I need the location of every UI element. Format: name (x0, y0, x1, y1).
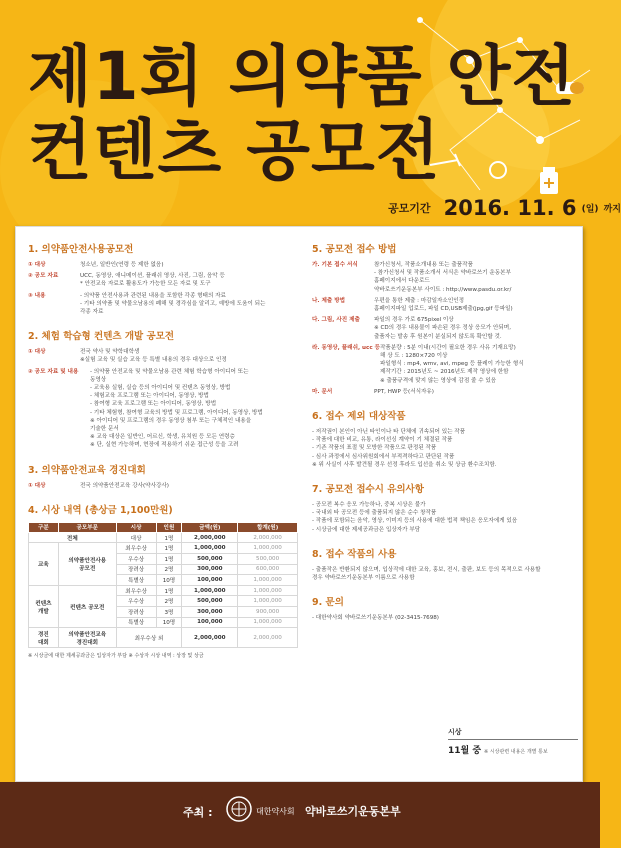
table-header-row (29, 522, 298, 532)
table-row (29, 532, 298, 543)
table-cell: 2명 (156, 596, 182, 607)
announce-note: ※ 시상관련 내용은 개별 통보 (484, 749, 548, 755)
row-key: 다. 그림, 사진 제출 (312, 317, 360, 324)
row-key: 라. 동영상, 플래쉬, ucc 등 (312, 344, 381, 351)
row-line: - 기타 의약품 및 약물오남용의 폐해 및 경각심을 알리고, 예방에 도움이 되는 (80, 300, 266, 307)
table-cell: 최우수상 외 (116, 628, 182, 648)
table-cell: 1명 (156, 585, 182, 596)
table-cell: 1,000,000 (238, 543, 298, 554)
row-key: ② 공모 자료 (28, 273, 59, 280)
deadline-label: 공모기간 (388, 202, 431, 215)
row-key: 가. 기본 접수 서식 (312, 262, 358, 268)
text-line: 경우 약바로쓰기운동본부 이름으로 사용함 (312, 575, 415, 582)
row-line: * 안전교육 자료로 활용도가 가능한 모든 자료 및 도구 (80, 281, 211, 288)
table-cell: 장려상 (116, 607, 156, 618)
row-line: 해 상 도 : 1280×720 이상 (380, 353, 448, 360)
table-cell: 컨텐츠 공모전 (58, 585, 116, 627)
table-cell: 500,000 (238, 554, 298, 565)
footer-bar (0, 782, 600, 848)
table-cell: 2명 (156, 564, 182, 575)
row-line: ※ CD의 경우 내용물이 파손된 경우 정상 응모가 안되며, (374, 325, 511, 332)
table-cell: 1,000,000 (238, 617, 298, 628)
row-line: 기술한 문서 (90, 426, 119, 433)
announce-label: 시상 (448, 728, 462, 736)
section-title-7: 7. 공모전 접수시 유의사항 (312, 484, 424, 496)
table-cell: 500,000 (182, 596, 238, 607)
poster-title-line2: 컨텐츠 공모전 (28, 112, 441, 189)
org-name-secondary: 약바로쓰기운동본부 (305, 805, 401, 818)
table-cell: 3명 (156, 607, 182, 618)
table-cell: 우수상 (116, 554, 156, 565)
row-line: 파일의 경우 가로 675pixel 이상 (374, 317, 454, 324)
table-cell: 1,000,000 (182, 543, 238, 554)
table-cell: 최우수상 (116, 585, 156, 596)
award-announcement (448, 727, 578, 756)
org-name-primary: 대한약사회 (256, 807, 295, 816)
text-line: - 작품에 포함되는 음악, 영상, 이미지 등의 사용에 대한 법적 책임은 응모자에게 있음 (312, 518, 518, 525)
row-line: ※ 출품규격에 맞지 않는 영상에 감점 줄 수 있음 (380, 377, 497, 384)
row-line: 참가신청서, 작품소개내용 또는 출품작품 (374, 262, 473, 268)
row-line: - 참가신청서 및 작품소개서 서식은 약바로쓰기 운동본부 (374, 270, 511, 277)
text-line: - 대한약사회 약바로쓰기운동본부 (02-3415-7698) (312, 615, 439, 622)
row-line: 출품자는 발송 후 원본이 분실되지 않도록 확인할 것. (374, 333, 502, 340)
info-row (312, 316, 572, 341)
row-key: ① 대상 (28, 262, 46, 268)
right-column (312, 241, 572, 622)
table-cell: 최우수상 (116, 543, 156, 554)
row-key: ② 공모 자료 및 내용 (28, 368, 79, 375)
table-cell: 1,000,000 (238, 596, 298, 607)
table-cell: 특별상 (116, 617, 156, 628)
deadline-suffix: 까지 (603, 204, 621, 215)
table-cell: 1,000,000 (238, 575, 298, 586)
row-line: 제작기간 : 2015년도 ~ 2016년도 제작 영상에 한함 (380, 369, 509, 376)
row-line: - 기타 체험형, 참여형 교육의 방법 및 프로그램, 아이디어, 동영상, 방법 (90, 409, 263, 416)
table-cell: 900,000 (238, 607, 298, 618)
column-header: 인원 (156, 522, 182, 532)
announce-when: 11월 중 ※ 시상관련 내용은 개별 통보 (448, 746, 548, 756)
row-line: 홈페이지에서 다운로드 (374, 278, 430, 285)
info-row (312, 388, 572, 396)
row-line: - 체험교육 프로그램 또는 아이디어, 동영상, 방법 (90, 393, 209, 400)
content-sheet (15, 226, 583, 782)
table-cell: 2,000,000 (238, 628, 298, 648)
row-line: - 참여형 교육 프로그램 또는 아이디어, 동영상, 방법 (90, 401, 217, 408)
row-line: ※실험 교육 및 실습 교육 등 특별 내용의 경우 대상으로 인정 (80, 357, 227, 364)
row-line: - 의약품 안전사용과 관련된 내용을 포함한 각종 형태의 자료 (80, 292, 226, 299)
table-cell: 특별상 (116, 575, 156, 586)
row-key: 마. 문서 (312, 388, 333, 395)
table-cell: 컨텐츠 개발 (29, 585, 59, 627)
deadline-date: 2016. 11. 6 (443, 196, 577, 220)
table-cell: 100,000 (182, 617, 238, 628)
row-line: ※ 교육 대상은 일반인, 어르신, 학생, 유치원 등 모든 연령층 (90, 434, 235, 441)
row-line: 청소년, 일반인(연령 등 제한 없음) (80, 262, 164, 268)
table-row (29, 585, 298, 596)
column-header: 시상 (116, 522, 156, 532)
section-title-9: 9. 문의 (312, 597, 344, 609)
info-row (312, 297, 572, 313)
column-header: 공모부문 (58, 522, 116, 532)
table-cell: 장려상 (116, 564, 156, 575)
text-line: - 기존 작품의 표절 및 모방한 작품으로 판정된 작품 (312, 445, 437, 452)
table-cell: 10명 (156, 617, 182, 628)
section-title-4: 4. 시상 내역 (총상금 1,100만원) (28, 504, 173, 516)
section-title-1: 1. 의약품안전사용공모전 (28, 244, 134, 255)
text-line: - 시상금에 대한 제세공과금은 입상자가 부담 (312, 526, 421, 533)
section-title-3: 3. 의약품안전교육 경진대회 (28, 464, 146, 476)
row-key: 나. 제출 방법 (312, 297, 346, 304)
table-cell: 경진 대회 (29, 628, 59, 648)
table-cell: 의약품안전사용 공모전 (58, 543, 116, 585)
info-row (28, 348, 298, 364)
divider (448, 739, 578, 740)
row-line: 작품분량 : 5분 이내(시간이 필요한 경우 사유 기재요망) (380, 344, 516, 351)
table-cell: 2,000,000 (182, 628, 238, 648)
text-line: ※ 위 사실이 사후 발견될 경우 선정 후라도 입선을 취소 및 상금 환수조치함. (312, 461, 497, 468)
row-line: - 의약품 안전교육 및 약물오남용 관련 체험 학습형 아이디어 또는 (90, 368, 249, 375)
table-cell: 2,000,000 (238, 532, 298, 543)
table-cell: 교육 (29, 543, 59, 585)
row-line: 동영상 (90, 376, 107, 383)
poster-title-line1: 제1회 의약품 안전 (28, 38, 577, 115)
row-line: 전국 의약품안전교육 강사(약사강사) (80, 482, 169, 489)
row-key: ① 대상 (28, 482, 46, 489)
info-row (28, 482, 298, 490)
table-cell: 우수상 (116, 596, 156, 607)
section-title-5: 5. 공모전 접수 방법 (312, 244, 397, 255)
row-line: 파일형식 : mp4, wmv, avi, mpeg 등 플레이 가능한 형식 (380, 361, 524, 368)
row-line: 약바로쓰기운동본부 사이트 : http://www.pasdu.or.kr/ (374, 286, 512, 293)
table-row (29, 628, 298, 648)
text-line: - 공모전 복수 응모 가능하나, 중복 시상은 불가 (312, 502, 426, 509)
row-line: 전국 약사 및 약학대학생 (80, 349, 140, 356)
text-line: - 심사 과정에서 심사위원회에서 부적격하다고 판단된 작품 (312, 453, 455, 460)
info-row (28, 272, 298, 288)
table-cell: 전체 (29, 532, 117, 543)
row-line: PPT, HWP 등(서식자유) (374, 388, 434, 395)
info-row (28, 261, 298, 269)
info-row (28, 368, 298, 450)
row-line: 각종 자료 (80, 309, 104, 316)
text-line: - 작품에 대한 비교, 유통, 라이선싱 계약이 기 체결된 작품 (312, 437, 453, 444)
column-header: 합계(원) (238, 522, 298, 532)
section-title-8: 8. 접수 작품의 사용 (312, 548, 397, 560)
row-line: UCC, 동영상, 애니메이션, 플래쉬 영상, 사진, 그림, 음악 등 (80, 273, 225, 280)
prize-footnote: ※ 시상금에 대한 제세공과금은 입상자가 부담 ※ 수상자 시상 내역 : 상장 및 상금 (28, 653, 204, 660)
row-line: ※ 단, 실현 가능하며, 현장에 적용하기 쉬운 접근성 등을 고려 (90, 442, 239, 449)
table-cell: 대상 (116, 532, 156, 543)
row-key: ① 대상 (28, 349, 46, 356)
info-row (312, 261, 572, 294)
table-cell: 2,000,000 (182, 532, 238, 543)
table-cell: 100,000 (182, 575, 238, 586)
column-header: 구분 (29, 522, 59, 532)
association-logo-icon (226, 796, 252, 822)
row-line: ※ 아이디어 및 프로그램의 경우 동영상 첨부 또는 구체적인 내용을 (90, 417, 252, 424)
table-row (29, 543, 298, 554)
text-line: - 국내외 타 공모전 등에 출품되지 않은 순수 창작품 (312, 510, 437, 517)
hosted-by-label: 주최 : (183, 806, 213, 819)
table-cell: 1,000,000 (182, 585, 238, 596)
left-column (28, 241, 298, 659)
section-title-6: 6. 접수 제외 대상작품 (312, 411, 406, 423)
table-cell: 500,000 (182, 554, 238, 565)
prize-table (28, 522, 298, 648)
row-key: ③ 내용 (28, 292, 46, 299)
table-cell: 1명 (156, 554, 182, 565)
column-header: 금액(원) (182, 522, 238, 532)
section-title-2: 2. 체험 학습형 컨텐츠 개발 공모전 (28, 331, 175, 343)
deadline (388, 196, 621, 220)
table-cell: 300,000 (182, 564, 238, 575)
row-line: - 교육용 실험, 실습 등의 아이디어 및 컨텐츠 동영상, 방법 (90, 385, 231, 392)
info-row (312, 344, 572, 385)
info-row (28, 292, 298, 317)
table-cell: 10명 (156, 575, 182, 586)
text-line: - 출품작은 반환되지 않으며, 입상작에 대한 교육, 홍보, 전시, 출판, 보도 등의 목적으로 사용할 (312, 566, 541, 573)
table-cell: 의약품안전교육 경진대회 (58, 628, 116, 648)
table-cell: 600,000 (238, 564, 298, 575)
table-cell: 1명 (156, 532, 182, 543)
table-cell: 1명 (156, 543, 182, 554)
table-cell: 1,000,000 (238, 585, 298, 596)
table-cell: 300,000 (182, 607, 238, 618)
row-line: 홈페이지파일 업로드, 파일 CD,USB제출(jpg,gif 등파일) (374, 306, 513, 313)
row-line: 우편을 통한 제출 : 마감일자소인인정 (374, 297, 465, 304)
text-line: - 저작권이 본인이 아닌 타인이나 타 단체에 귀속되어 있는 작품 (312, 429, 466, 436)
deadline-day: (일) (581, 204, 599, 215)
